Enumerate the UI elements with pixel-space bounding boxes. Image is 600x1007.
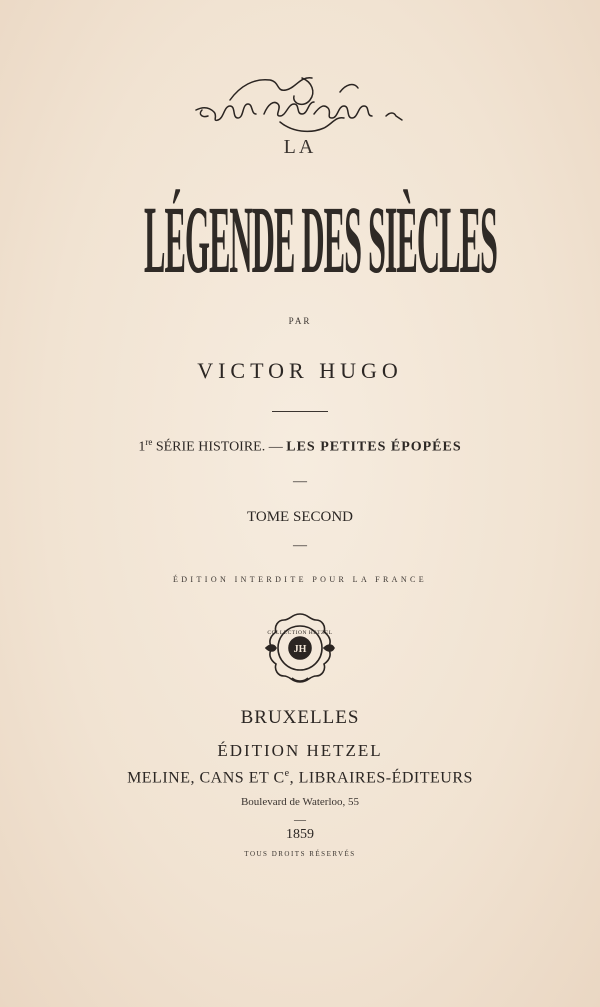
city-name: BRUXELLES (240, 707, 360, 728)
edition-notice: ÉDITION INTERDITE POUR LA FRANCE (172, 575, 428, 584)
seal-text: COLLECTION HETZEL (267, 630, 333, 636)
dash-separator: — (293, 538, 307, 553)
dash-separator: — (293, 474, 307, 489)
series-line (0, 437, 600, 456)
publisher-role: , LIBRAIRES-ÉDITEURS (289, 769, 473, 787)
publisher-name: MELINE, CANS ET C (127, 769, 285, 787)
publisher-address: Boulevard de Waterloo, 55 (240, 796, 360, 808)
publisher-superscript: e (284, 768, 290, 779)
divider-rule (272, 411, 328, 412)
publication-year: 1859 (286, 827, 314, 842)
volume-label: TOME SECOND (247, 509, 353, 525)
book-title: LÉGENDE DES SIÈCLES (144, 188, 497, 294)
series-subtitle: LES PETITES ÉPOPÉES (286, 439, 462, 455)
author-name: VICTOR HUGO (197, 358, 403, 383)
seal-initials: JH (293, 644, 307, 655)
dash-separator: — (294, 812, 306, 826)
edition-name: ÉDITION HETZEL (217, 741, 383, 760)
publisher-line (0, 768, 600, 787)
rights-notice: TOUS DROITS RÉSERVÉS (244, 850, 356, 858)
series-text: SÉRIE HISTOIRE. — (152, 439, 287, 455)
hetzel-seal-emblem (262, 608, 338, 686)
series-number: 1 (138, 439, 146, 455)
par-label: PAR (288, 316, 312, 326)
series-ordinal: re (145, 437, 153, 447)
handwritten-signature (190, 72, 410, 142)
title-article: LA (283, 136, 317, 158)
